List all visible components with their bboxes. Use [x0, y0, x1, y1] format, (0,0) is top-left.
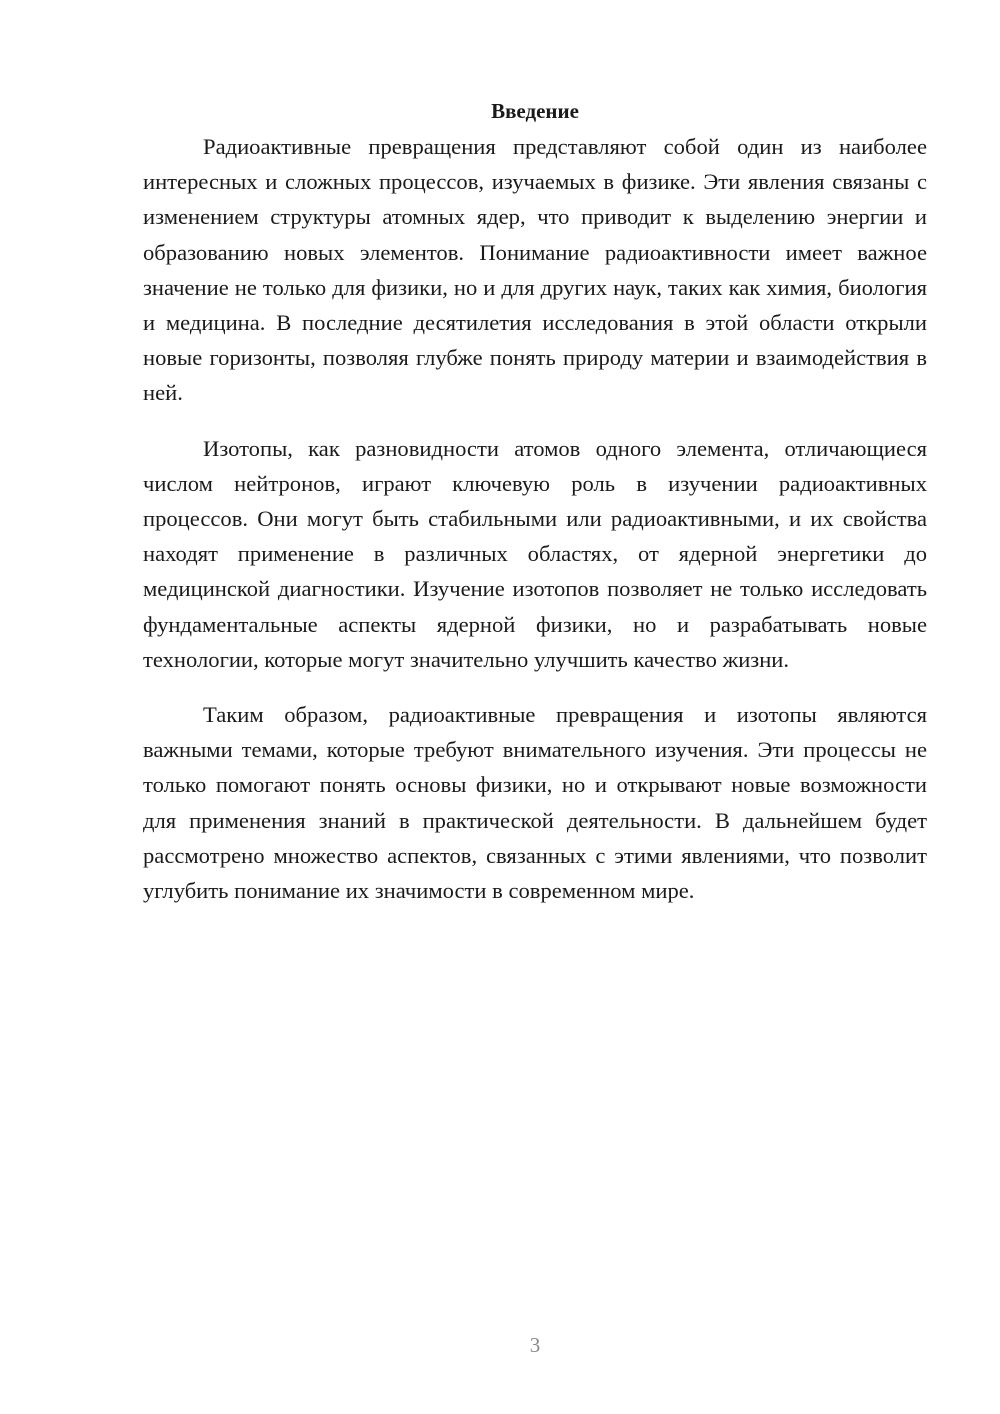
paragraph-2: Изотопы, как разновидности атомов одного элемента, отличающиеся числом нейтронов, играют ключевую роль в изучении радиоактивных процессов. Они могут быть стабильными или радиоактивными, и их свойства находят применение в различных областях, от ядерной энергетики до медицинской диагностики. Изучение изотопов позволяет не только исследовать фундаментальные аспекты ядерной физики, но и разрабатывать новые технологии, которые могут значительно улучшить качество жизни. [143, 435, 927, 672]
page-content [143, 93, 927, 928]
page-number: 3 [529, 1333, 541, 1357]
section-title: Введение [491, 99, 579, 123]
paragraph-1: Радиоактивные превращения представляют собой один из наиболее интересных и сложных процессов, изучаемых в физике. Эти явления связаны с изменением структуры атомных ядер, что приводит к выделению энергии и образованию новых элементов. Понимание радиоактивности имеет важное значение не только для физики, но и для других наук, таких как химия, биология и медицина. В последние десятилетия исследования в этой области открыли новые горизонты, позволяя глубже понять природу материи и взаимодействия в ней. [143, 134, 927, 406]
paragraph-3: Таким образом, радиоактивные превращения и изотопы являются важными темами, которые требуют внимательного изучения. Эти процессы не только помогают понять основы физики, но и открывают новые возможности для применения знаний в практической деятельности. В дальнейшем будет рассмотрено множество аспектов, связанных с этими явлениями, что позволит углубить понимание их значимости в современном мире. [143, 702, 927, 904]
